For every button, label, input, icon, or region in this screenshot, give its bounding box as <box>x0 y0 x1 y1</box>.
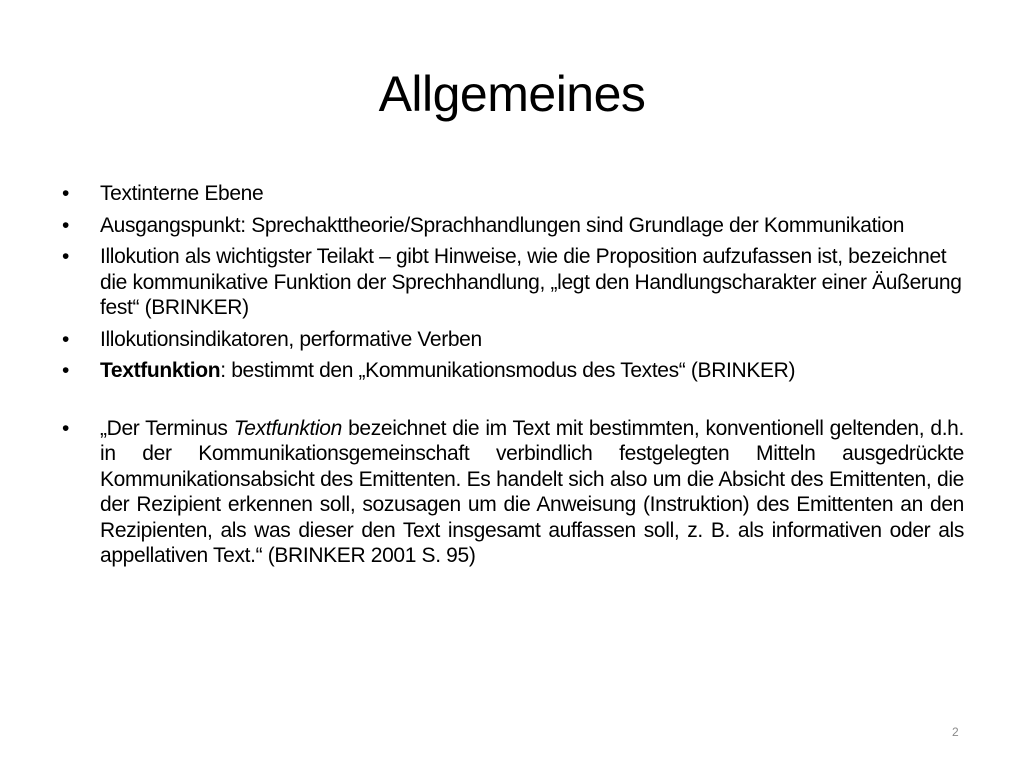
quote-text-rest: bezeichnet die im Text mit bestimmten, konventionell geltenden, d.h. in der Kommunikationsgemeinschaft verbindlich festgelegten Mitteln ausgedrückte Kommunikationsabsicht des Emittenten. Es handelt sich also um die Absicht des Emittenten, die der Rezipient erkennen soll, sozusagen um die Anweisung (Instruktion) des Emittenten an den Rezipienten, als was dieser den Text insgesamt auffassen soll, z. B. als informativen oder als appellativen Text.“ (BRINKER 2001 S. 95) <box>100 416 964 567</box>
bullet-item <box>62 358 964 384</box>
slide-title: Allgemeines <box>378 66 646 122</box>
bullet-item <box>62 213 964 239</box>
bullet-icon: • <box>62 245 70 268</box>
bullet-icon: • <box>62 182 70 205</box>
quote-italic-term: Textfunktion <box>233 416 342 440</box>
spacer <box>62 390 964 416</box>
bullet-icon: • <box>62 359 70 382</box>
slide-content <box>62 181 964 575</box>
bullet-bold-term: Textfunktion <box>100 359 221 382</box>
bullet-text: Illokution als wichtigster Teilakt – gibt Hinweise, wie die Proposition aufzufassen ist, bezeichnet die kommunikative Funktion der Sprechhandlung, „legt den Handlungscharakter einer Äußerung fest“ (BRINKER) <box>100 245 962 319</box>
bullet-item <box>62 181 964 207</box>
bullet-text: Illokutionsindikatoren, performative Verben <box>100 327 482 351</box>
bullet-text: : bestimmt den „Kommunikationsmodus des Textes“ (BRINKER) <box>220 359 796 382</box>
bullet-text: Ausgangspunkt: Sprechakttheorie/Sprachhandlungen sind Grundlage der Kommunikation <box>100 213 905 237</box>
quote-text-start: „Der Terminus <box>100 416 234 440</box>
quote-bullet <box>62 416 964 569</box>
bullet-icon: • <box>62 416 70 440</box>
bullet-item <box>62 327 964 353</box>
page-number: 2 <box>952 725 959 739</box>
bullet-icon: • <box>62 213 70 237</box>
bullet-text: Textinterne Ebene <box>100 182 264 205</box>
bullet-item <box>62 244 964 321</box>
bullet-icon: • <box>62 327 70 351</box>
